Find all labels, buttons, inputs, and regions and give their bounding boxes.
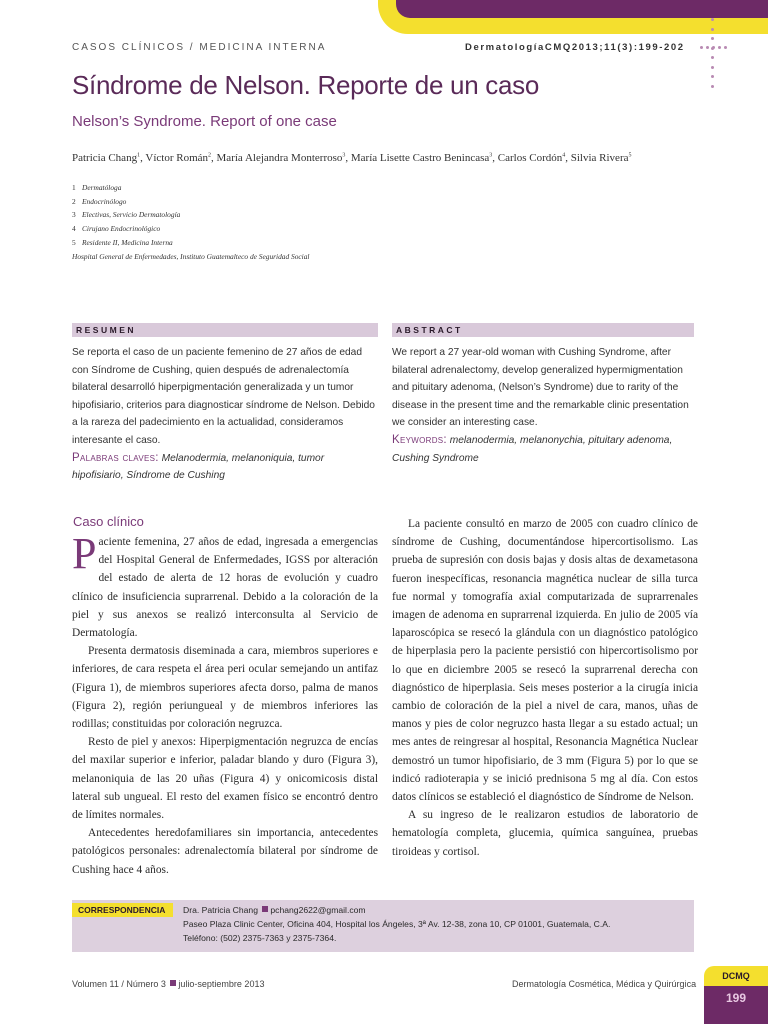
correspondence-address: Paseo Plaza Clinic Center, Oficina 404, Hospital los Ángeles, 3ª Av. 12-38, zona 10, CP 01001, Guatemala, C.A. <box>183 919 611 930</box>
correspondence-box <box>72 900 694 952</box>
author: María Lisette Castro Benincasa$^3$, <box>350 152 498 164</box>
author: Patricia Chang$^1$, <box>72 152 146 164</box>
paragraph: A su ingreso de le realizaron estudios de laboratorio de hematología completa, glucemia, química sanguínea, pruebas tiroideas y cortisol. <box>392 809 698 858</box>
footer-volume: Volumen 11 / Número 3 julio-septiembre 2013 <box>72 979 265 989</box>
correspondence-email[interactable]: pchang2622@gmail.com <box>270 905 366 915</box>
abstract-heading: ABSTRACT <box>392 323 694 337</box>
affiliation-item: 1 Dermatóloga <box>72 183 122 192</box>
abstract-keywords: melanodermia, melanonychia, pituitary adenoma, Cushing Syndrome <box>392 434 673 464</box>
affiliation-item: 4 Cirujano Endocrinológico <box>72 224 161 234</box>
abstract-text: We report a 27 year-old woman with Cushing Syndrome, after bilateral adrenalectomy, develop generalized hypermigmentation and pituitary adenoma, (Nelson’s Syndrome) due to rarity of the disease in the present time and the remarkable clinic presentation we consider an interesting case. <box>392 347 689 429</box>
author: Silvia Rivera$^5$ <box>570 152 632 164</box>
footer-journal-name: Dermatología Cosmética, Médica y Quirúrgica <box>512 979 697 989</box>
left-column <box>72 529 378 879</box>
resumen-text: Se reporta el caso de un paciente femenino de 27 años de edad con Síndrome de Cushing, quien después de adrenalectomía bilateral desarrolló hiperpigmentación generalizada y un tumor hipofisiario, criterios para diagnosticar síndrome de Nelson. Debido a la rareza del padecimiento en la actualidad, consideramos interesante el caso. <box>72 347 375 446</box>
paragraph: Presenta dermatosis diseminada a cara, miembros superiores e inferiores, de cara respeta el área peri ocular semejando un antifaz (Figura 1), de miembros superiores afecta dorso, palma de manos (Figura 2), región periungueal y de miembros inferiores las rodillas; constituidas por coloración negruzca. <box>72 645 378 731</box>
citation-dots <box>700 46 727 49</box>
abstract-keywords-label: Keywords: <box>392 433 447 446</box>
journal-citation: DermatologíaCMQ2013;11(3):199-202 <box>465 42 685 53</box>
institution: Hospital General de Enfermedades, Instituto Guatemalteco de Seguridad Social <box>72 251 310 261</box>
resumen-keywords-label: Palabras claves: <box>72 451 159 464</box>
author: María Alejandra Monterroso$^3$, <box>216 152 351 164</box>
dropcap: P <box>72 529 97 578</box>
resumen-heading: RESUMEN <box>72 323 378 337</box>
correspondence-phone: Teléfono: (502) 2375-7363 y 2375-7364. <box>183 933 337 944</box>
resumen-keywords: Melanodermia, melanoniquia, tumor hipofisiario, Síndrome de Cushing <box>72 452 325 482</box>
page-number: 199 <box>704 986 768 1024</box>
paragraph: Paciente femenina, 27 años de edad, ingresada a emergencias del Hospital General de Enfermedades, IGSS por alteración del estado de alerta de 12 horas de evolución y cuadro clínico de insuficiencia suprarrenal. Debido a la coloración de la piel y sus anexos se realizó interconsulta al Servicio de Dermatología. <box>72 529 378 640</box>
decorative-dots <box>711 18 715 88</box>
affiliation-item: 5 Residente II, Medicina Interna <box>72 237 173 247</box>
square-bullet-icon <box>262 906 268 912</box>
paragraph: Antecedentes heredofamiliares sin importancia, antecedentes patológicos personales: adrenalectomía bilateral por síndrome de Cushing hace 4 años. <box>72 827 378 876</box>
abstract-block <box>392 344 698 467</box>
case-section-title: Caso clínico <box>73 514 144 529</box>
journal-badge: DCMQ <box>704 966 768 986</box>
resumen-block <box>72 344 378 485</box>
article-subtitle: Nelson’s Syndrome. Report of one case <box>72 113 337 130</box>
paragraph: La paciente consultó en marzo de 2005 con cuadro clínico de síndrome de Cushing, documentándose hipercortisolismo. Las prueba de supresión con dosis bajas y dosis altas de dexametasona fueron inespecíficas, resonancia magnética nuclear de silla turca fue normal y tomografía axial computarizada de suprarrenales imagen de adenoma en suprarrenal izquierda. En julio de 2005 vía laparoscópica se resecó la glándula con un diagnóstico patológico de hiperplasia pero la paciente persistió con hipercortisolismo por lo que en diciembre 2005 se resecó la suprarrenal derecha con diagnóstico de hiperplasia. Seis meses posterior a la cirugía inicia cambio de coloración de la piel a nivel de cara, manos, uñas de manos y pies de color negruzco hasta llegar a su estado actual; un mes antes de reingresar al hospital, Resonancia Magnética Nuclear demostró un tumor hipofisiario, de 3 mm (Figura 5) por lo que se indicó radioterapia y se inició prednisona 5 mg al día. Con estos datos clínicos se estableció el diagnóstico de Síndrome de Nelson. <box>392 518 698 804</box>
correspondence-label: CORRESPONDENCIA <box>72 903 173 917</box>
correspondence-name: Dra. Patricia Chang <box>183 905 258 915</box>
affiliation-item: 3 Electivas, Servicio Dermatología <box>72 210 181 220</box>
section-label: CASOS CLÍNICOS / MEDICINA INTERNA <box>72 42 327 53</box>
correspondence-details <box>183 903 610 946</box>
paragraph: Resto de piel y anexos: Hiperpigmentación negruzca de encías del maxilar superior e inferior, paladar blando y duro (Figura 3), melanoniquia de las 20 uñas (Figura 4) y onicomicosis distal lateral sub ungueal. El resto del examen físico se encontró dentro de límites normales. <box>72 736 378 822</box>
page-tab <box>704 966 768 1024</box>
affiliations <box>72 181 712 263</box>
author: Víctor Román$^2$, <box>145 152 217 164</box>
affiliation-item: 2 Endocrinólogo <box>72 196 127 206</box>
right-column <box>392 515 698 861</box>
square-bullet-icon <box>170 980 176 986</box>
author: Carlos Cordón$^4$, <box>497 152 571 164</box>
article-title: Síndrome de Nelson. Reporte de un caso <box>72 70 539 100</box>
author-list <box>72 152 712 164</box>
header-purple-band <box>396 0 768 18</box>
